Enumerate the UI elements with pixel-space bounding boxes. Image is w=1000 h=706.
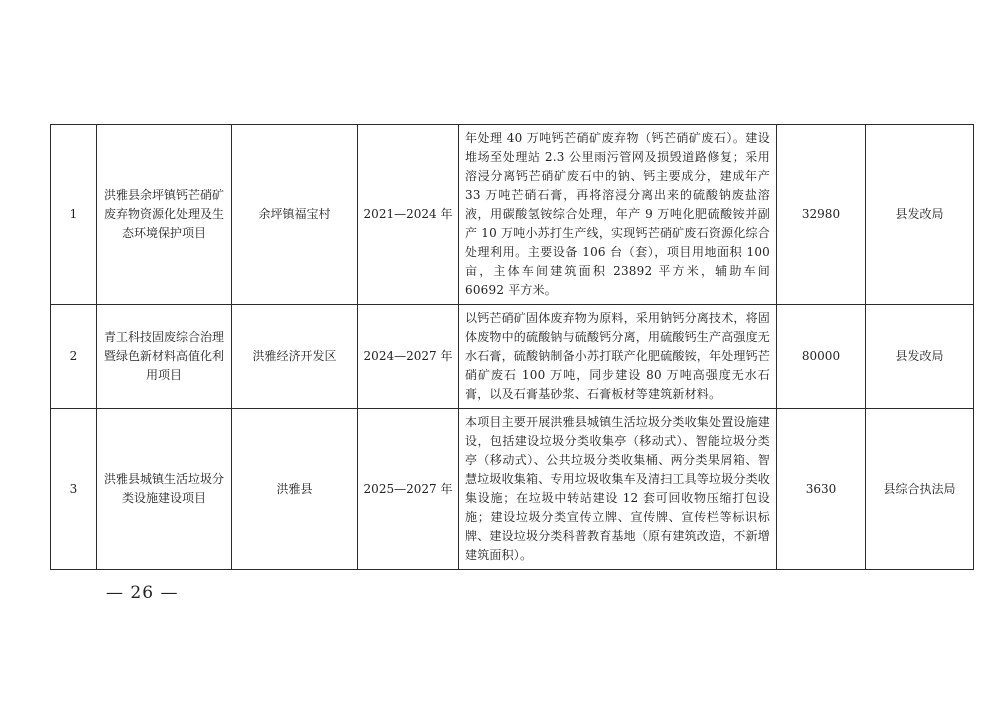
responsible-department: 县发改局 xyxy=(866,125,974,305)
row-number: 2 xyxy=(51,305,97,409)
project-description: 以钙芒硝矿固体废弃物为原料，采用钠钙分离技术，将固体废物中的硫酸钠与硫酸钙分离，用硫酸钙生产高强度无水石膏，硫酸钠制备小苏打联产化肥硫酸铵，年处理钙芒硝矿废石 100 万吨，同步建设 80 万吨高强度无水石膏，以及石膏基砂浆、石膏板材等建筑新材料。 xyxy=(459,305,777,409)
responsible-department: 县发改局 xyxy=(866,305,974,409)
project-name: 青工科技固废综合治理暨绿色新材料高值化利用项目 xyxy=(97,305,232,409)
table-row xyxy=(51,409,974,570)
construction-period: 2025—2027 年 xyxy=(358,409,459,570)
table-row xyxy=(51,125,974,305)
table-row xyxy=(51,305,974,409)
project-description: 年处理 40 万吨钙芒硝矿废弃物（钙芒硝矿废石）。建设堆场至处理站 2.3 公里雨污管网及损毁道路修复；采用溶浸分离钙芒硝矿废石中的钠、钙主要成分，建成年产 33 万吨芒硝石膏，再将溶浸分离出来的硫酸钠废盐溶液，用碳酸氢铵综合处理，年产 9 万吨化肥硫酸铵并副产 10 万吨小苏打生产线，实现钙芒硝矿废石资源化综合处理利用。主要设备 106 台（套），项目用地面积 100 亩，主体车间建筑面积 23892 平方米，辅助车间 60692 平方米。 xyxy=(459,125,777,305)
project-name: 洪雅县余坪镇钙芒硝矿废弃物资源化处理及生态环境保护项目 xyxy=(97,125,232,305)
project-name: 洪雅县城镇生活垃圾分类设施建设项目 xyxy=(97,409,232,570)
responsible-department: 县综合执法局 xyxy=(866,409,974,570)
row-number: 1 xyxy=(51,125,97,305)
construction-period: 2021—2024 年 xyxy=(358,125,459,305)
construction-period: 2024—2027 年 xyxy=(358,305,459,409)
project-table xyxy=(50,124,974,570)
project-location: 洪雅经济开发区 xyxy=(232,305,358,409)
row-number: 3 xyxy=(51,409,97,570)
project-location: 洪雅县 xyxy=(232,409,358,570)
project-description: 本项目主要开展洪雅县城镇生活垃圾分类收集处置设施建设，包括建设垃圾分类收集亭（移动式）、智能垃圾分类亭（移动式）、公共垃圾分类收集桶、两分类果屑箱、智慧垃圾收集箱、专用垃圾收集车及清扫工具等垃圾分类收集设施；在垃圾中转站建设 12 套可回收物压缩打包设施；建设垃圾分类宣传立牌、宣传牌、宣传栏等标识标牌、建设垃圾分类科普教育基地（原有建筑改造，不新增建筑面积）。 xyxy=(459,409,777,570)
investment-amount: 3630 xyxy=(777,409,866,570)
investment-amount: 32980 xyxy=(777,125,866,305)
investment-amount: 80000 xyxy=(777,305,866,409)
project-location: 余坪镇福宝村 xyxy=(232,125,358,305)
page-number: — 26 — xyxy=(106,583,179,603)
